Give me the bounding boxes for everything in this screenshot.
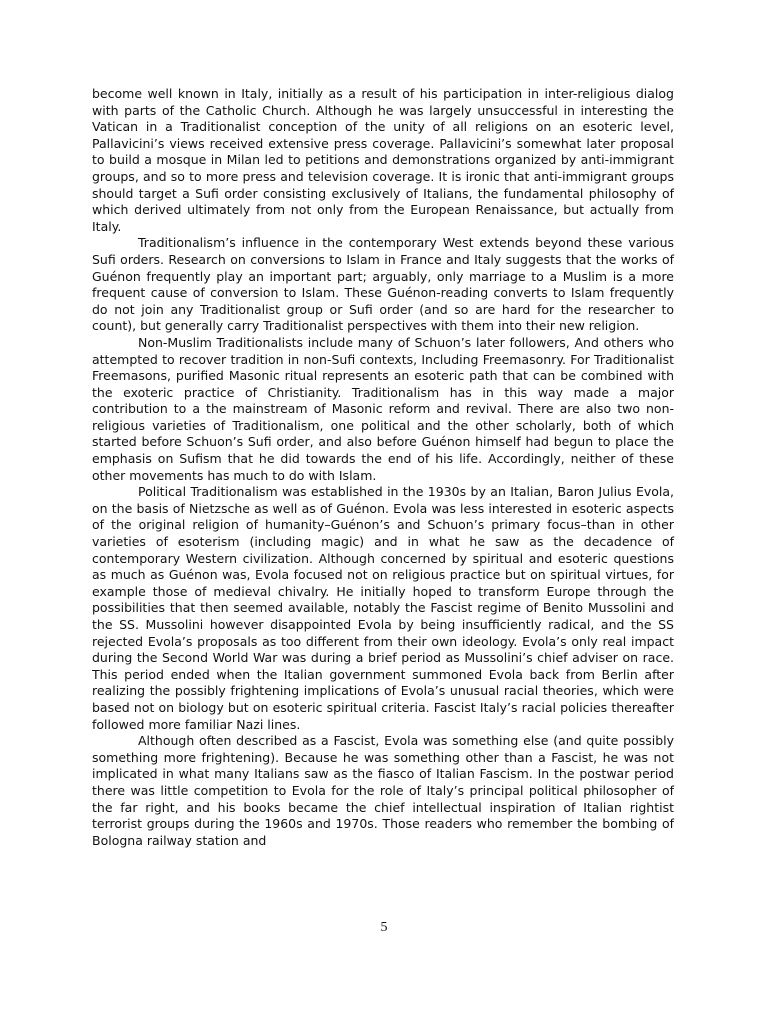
paragraph-5: Although often described as a Fascist, Evola was something else (and quite possibly something more frightening). Because he was something other than a Fascist, he was not implicated in what many Italians saw as the fiasco of Italian Fascism. In the postwar period there was little competition to Evola for the role of Italy’s principal political philosopher of the far right, and his books became the chief intellectual inspiration of Italian rightist terrorist groups during the 1960s and 1970s. Those readers who remember the bombing of Bologna railway station and <box>92 733 674 848</box>
paragraph-4: Political Traditionalism was established in the 1930s by an Italian, Baron Julius Evola, on the basis of Nietzsche as well as of Guénon. Evola was less interested in esoteric aspects of the original religion of humanity–Guénon’s and Schuon’s primary focus–than in other varieties of esoterism (including magic) and in what he saw as the decadence of contemporary Western civilization. Although concerned by spiritual and esoteric questions as much as Guénon was, Evola focused not on religious practice but on spiritual virtues, for example those of medieval chivalry. He initially hoped to transform Europe through the possibilities that then seemed available, notably the Fascist regime of Benito Mussolini and the SS. Mussolini however disappointed Evola by being insufficiently radical, and the SS rejected Evola’s proposals as too different from their own ideology. Evola’s only real impact during the Second World War was during a brief period as Mussolini’s chief adviser on race. This period ended when the Italian government summoned Evola back from Berlin after realizing the possibly frightening implications of Evola’s unusual racial theories, which were based not on biology but on esoteric spiritual criteria. Fascist Italy’s racial policies thereafter followed more familiar Nazi lines. <box>92 484 674 732</box>
body-text <box>92 86 674 849</box>
page-number: 5 <box>380 920 388 935</box>
paragraph-2: Traditionalism’s influence in the contemporary West extends beyond these various Sufi orders. Research on conversions to Islam in France and Italy suggests that the works of Guénon frequently play an important part; arguably, only marriage to a Muslim is a more frequent cause of conversion to Islam. These Guénon-reading converts to Islam frequently do not join any Traditionalist group or Sufi order (and so are hard for the researcher to count), but generally carry Traditionalist perspectives with them into their new religion. <box>92 235 674 334</box>
paragraph-1: become well known in Italy, initially as a result of his participation in inter-religious dialog with parts of the Catholic Church. Although he was largely unsuccessful in interesting the Vatican in a Traditionalist conception of the unity of all religions on an esoteric level, Pallavicini’s views received extensive press coverage. Pallavicini’s somewhat later proposal to build a mosque in Milan led to petitions and demonstrations organized by anti-immigrant groups, and so to more press and television coverage. It is ironic that anti-immigrant groups should target a Sufi order consisting exclusively of Italians, the fundamental philosophy of which derived ultimately from not only from the European Renaissance, but actually from Italy. <box>92 86 674 234</box>
paragraph-3: Non-Muslim Traditionalists include many of Schuon’s later followers, And others who attempted to recover tradition in non-Sufi contexts, Including Freemasonry. For Traditionalist Freemasons, purified Masonic ritual represents an esoteric path that can be combined with the exoteric practice of Christianity. Traditionalism has in this way made a major contribution to a the mainstream of Masonic reform and revival. There are also two non-religious varieties of Traditionalism, one political and the other scholarly, both of which started before Schuon’s Sufi order, and also before Guénon himself had begun to place the emphasis on Sufism that he did towards the end of his life. Accordingly, neither of these other movements has much to do with Islam. <box>92 334 674 483</box>
